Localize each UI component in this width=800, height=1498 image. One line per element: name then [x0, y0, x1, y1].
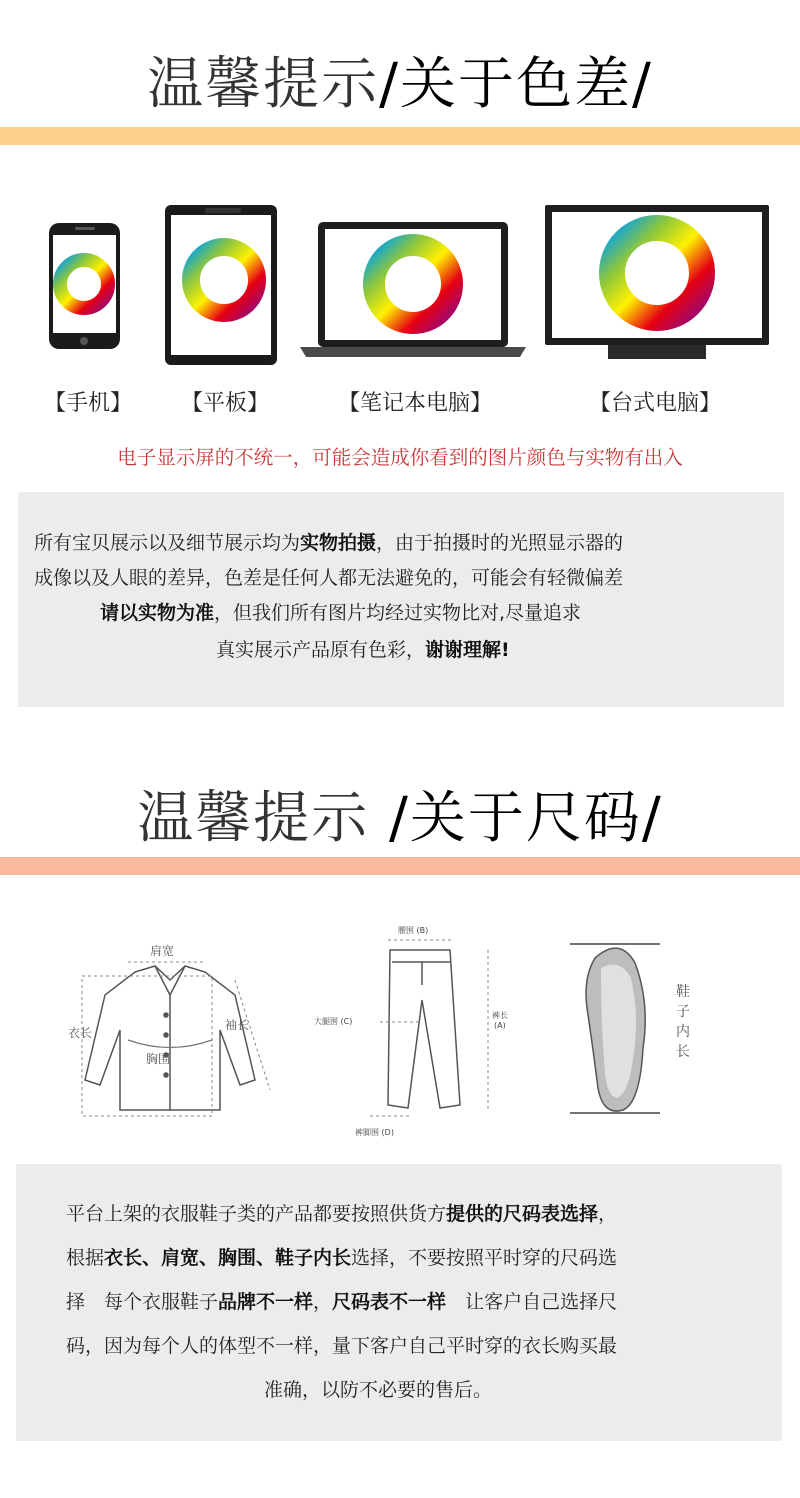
pants-diagram-icon [350, 930, 500, 1130]
laptop-icon [300, 222, 526, 357]
color-para-line-3: 请以实物为准，但我们所有图片均经过实物比对,尽量追求 [100, 602, 582, 624]
label-pants-length-a: (A) [494, 1021, 506, 1030]
color-para-line-4: 真实展示产品原有色彩，谢谢理解! [216, 639, 510, 661]
label-pants-length: 裤长 [492, 1011, 508, 1020]
color-para-line-2: 成像以及人眼的差异，色差是任何人都无法避免的，可能会有轻微偏差 [34, 567, 624, 589]
label-sleeve: 袖长 [225, 1018, 250, 1032]
label-thigh: 大腿围 (C) [314, 1017, 353, 1026]
label-chest: 胸围 [146, 1052, 171, 1066]
title-dark-text: /关于色差/ [379, 52, 653, 117]
section-title-size [0, 774, 800, 854]
label-shirt-length: 衣长 [68, 1026, 93, 1040]
size-para-line-2: 根据衣长、肩宽、胸围、鞋子内长选择，不要按照平时穿的尺码选 [66, 1247, 618, 1269]
title-light-text: 温馨提示 [147, 52, 380, 117]
size-para-line-4: 码，因为每个人的体型不一样，量下客户自己平时穿的衣长购买最 [66, 1335, 618, 1357]
accent-bar-orange [0, 127, 800, 145]
label-waist: 腰围 (B) [398, 926, 429, 935]
device-label-phone: 【手机】 [43, 391, 132, 416]
section-title-color [0, 40, 800, 120]
color-warning-note: 电子显示屏的不统一，可能会造成你看到的图片颜色与实物有出入 [117, 446, 683, 469]
phone-icon [49, 223, 120, 349]
size-para-line-3: 择 每个衣服鞋子品牌不一样，尺码表不一样 让客户自己选择尺 [66, 1291, 618, 1313]
color-info-box [18, 492, 784, 707]
shoe-insole-icon [565, 938, 665, 1118]
label-shoe-length: 鞋 子 内 长 [676, 984, 690, 1060]
size-info-box [16, 1164, 782, 1441]
label-hem: 裤脚围 (D) [355, 1128, 394, 1137]
size-para-line-5: 准确，以防不必要的售后。 [264, 1379, 493, 1401]
size-para-line-1: 平台上架的衣服鞋子类的产品都要按照供货方提供的尺码表选择， [66, 1203, 618, 1225]
accent-bar-salmon [0, 857, 800, 875]
title-light-text: 温馨提示 [137, 786, 390, 851]
color-para-line-1: 所有宝贝展示以及细节展示均为实物拍摄，由于拍摄时的光照显示器的 [34, 532, 624, 554]
monitor-icon [545, 205, 769, 359]
label-shoulder: 肩宽 [150, 944, 175, 958]
tablet-icon [165, 205, 277, 365]
device-label-tablet: 【平板】 [180, 391, 269, 416]
title-dark-text: /关于尺码/ [389, 786, 663, 851]
device-label-desktop: 【台式电脑】 [588, 391, 721, 416]
devices-illustration [0, 195, 800, 370]
device-label-laptop: 【笔记本电脑】 [337, 391, 492, 416]
